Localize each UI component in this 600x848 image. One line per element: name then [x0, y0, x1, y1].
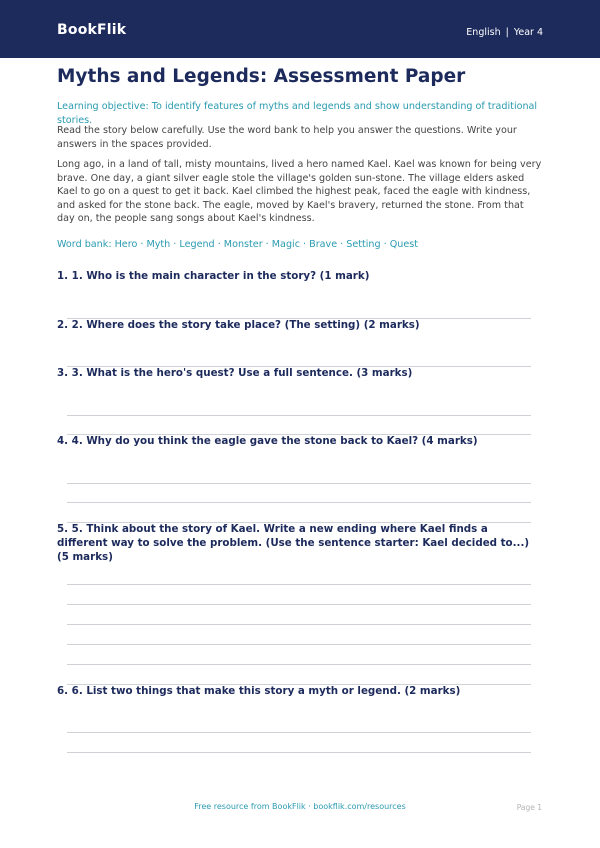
answer-line-5-5[interactable] [67, 664, 531, 665]
answer-line-6-2[interactable] [67, 752, 531, 753]
year-label: Year 4 [513, 27, 543, 38]
page-header [0, 0, 600, 58]
meta-separator: | [505, 27, 509, 38]
footer-link[interactable]: Free resource from BookFlik · bookflik.com/resources [194, 802, 406, 811]
question-4: 4. 4. Why do you think the eagle gave the stone back to Kael? (4 marks) [57, 435, 478, 447]
subject-label: English [466, 27, 501, 38]
answer-line-4-2[interactable] [67, 502, 531, 503]
learning-objective: Learning objective: To identify features of myths and legends and show understanding of traditional stories. [57, 101, 538, 126]
story-text: Long ago, in a land of tall, misty mountains, lived a hero named Kael. Kael was known for being very brave. One day, a giant silver eagle stole the village's golden sun-stone. The village elders asked Kael to go on a quest to get it back. Kael climbed the highest peak, faced the eagle with kindness, and asked for the stone back. The eagle, moved by Kael's bravery, returned the stone. From that day on, the people sang songs about Kael's kindness. [57, 159, 542, 224]
answer-line-5-2[interactable] [67, 604, 531, 605]
answer-line-4-1[interactable] [67, 483, 531, 484]
answer-line-3-1[interactable] [67, 415, 531, 416]
brand-logo[interactable]: BookFlik [57, 22, 127, 38]
answer-line-5-1[interactable] [67, 584, 531, 585]
question-1: 1. 1. Who is the main character in the story? (1 mark) [57, 270, 370, 282]
page-number: Page 1 [516, 803, 542, 812]
page-title: Myths and Legends: Assessment Paper [57, 66, 466, 87]
instructions: Read the story below carefully. Use the word bank to help you answer the questions. Write your answers in the spaces provided. [57, 125, 517, 150]
answer-line-5-4[interactable] [67, 644, 531, 645]
question-3: 3. 3. What is the hero's quest? Use a full sentence. (3 marks) [57, 367, 413, 379]
header-meta [466, 27, 543, 38]
answer-line-5-3[interactable] [67, 624, 531, 625]
word-bank: Word bank: Hero · Myth · Legend · Monster · Magic · Brave · Setting · Quest [57, 239, 419, 250]
question-5: 5. 5. Think about the story of Kael. Write a new ending where Kael finds a different way to solve the problem. (Use the sentence starter: Kael decided to...) (5 marks) [57, 523, 530, 563]
question-6: 6. 6. List two things that make this story a myth or legend. (2 marks) [57, 685, 461, 697]
answer-line-6-1[interactable] [67, 732, 531, 733]
question-2: 2. 2. Where does the story take place? (The setting) (2 marks) [57, 319, 420, 331]
